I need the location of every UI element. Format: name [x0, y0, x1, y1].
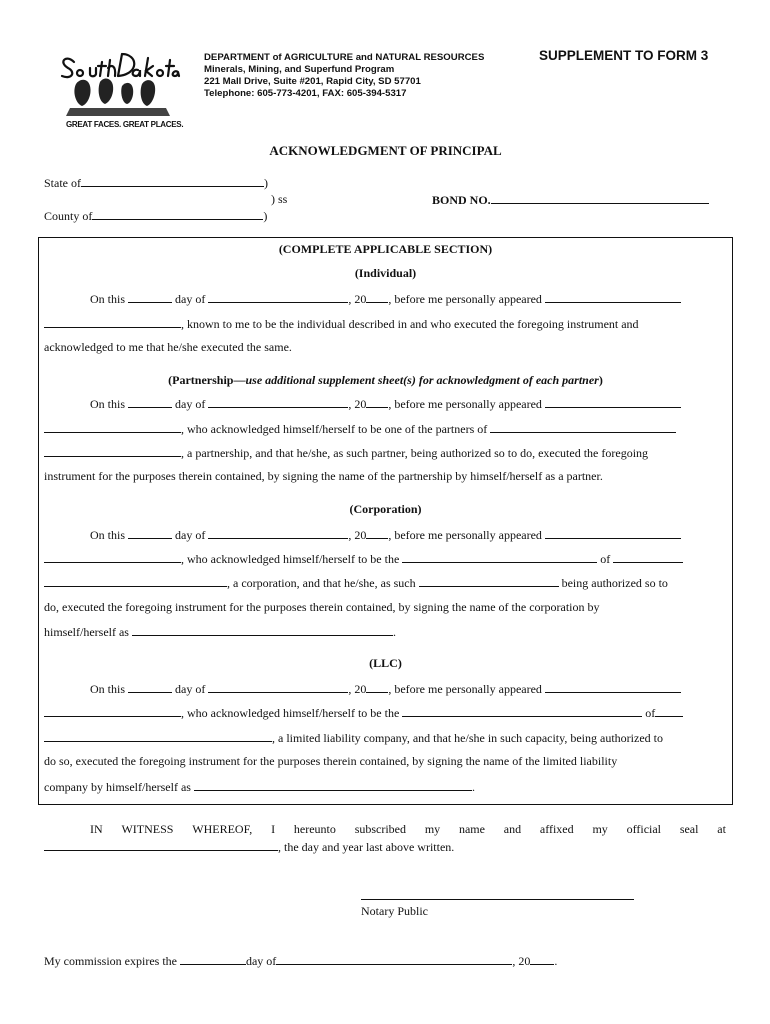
commission-day-field[interactable]	[180, 953, 246, 965]
partnership-name-field[interactable]	[545, 396, 681, 408]
individual-heading: (Individual)	[354, 266, 417, 280]
witness-place-field[interactable]	[44, 839, 278, 851]
paren: )	[264, 176, 268, 190]
commission-row: My commission expires the day of , 20 .	[44, 954, 558, 968]
llc-heading: (LLC)	[369, 656, 402, 670]
state-field[interactable]	[81, 175, 264, 187]
program-name: Minerals, Mining, and Superfund Program	[204, 64, 395, 75]
llc-person-field[interactable]	[44, 705, 181, 717]
state-row	[44, 175, 268, 191]
paren: )	[263, 209, 268, 223]
partnership-partners-field[interactable]	[490, 421, 676, 433]
corporation-line1: On this day of , 20 , before me personally appeared	[90, 527, 681, 543]
corporation-title-field[interactable]	[402, 551, 597, 563]
partnership-line1: On this day of , 20 , before me personally appeared	[90, 396, 681, 412]
supplement-label: SUPPLEMENT TO FORM 3	[539, 48, 709, 63]
llc-title-field[interactable]	[402, 705, 642, 717]
corporation-capacity-field[interactable]	[419, 575, 559, 587]
logo-tagline: GREAT FACES. GREAT PLACES.	[66, 120, 184, 129]
corporation-name-field[interactable]	[545, 527, 681, 539]
individual-line1: On this day of , 20 , before me personally appeared	[90, 291, 681, 307]
county-label: County of	[44, 209, 93, 223]
individual-name-field[interactable]	[545, 291, 681, 303]
commission-year-field[interactable]	[530, 953, 554, 965]
individual-month-field[interactable]	[208, 291, 348, 303]
witness-line2: , the day and year last above written.	[44, 839, 454, 855]
form-title: ACKNOWLEDGMENT OF PRINCIPAL	[269, 143, 502, 158]
llc-line1: On this day of , 20 , before me personally appeared	[90, 681, 681, 697]
partnership-line2: , who acknowledged himself/herself to be one of the partners of	[44, 421, 676, 437]
notary-label: Notary Public	[361, 904, 428, 918]
bond-row	[432, 192, 709, 208]
notary-signature-line[interactable]	[361, 899, 634, 900]
corporation-line2: , who acknowledged himself/herself to be the of	[44, 551, 683, 567]
south-dakota-logo	[56, 44, 184, 136]
individual-year-field[interactable]	[366, 291, 388, 303]
llc-signer-field[interactable]	[194, 779, 472, 791]
corporation-person-field[interactable]	[44, 551, 181, 563]
llc-line2: , who acknowledged himself/herself to be the of	[44, 705, 683, 721]
partnership-day-field[interactable]	[128, 396, 172, 408]
county-row	[44, 208, 267, 224]
corporation-company-field[interactable]	[44, 575, 227, 587]
llc-line4: do so, executed the foregoing instrument for the purposes therein contained, by signing the name of the limited liability	[44, 754, 618, 768]
bond-label: BOND NO.	[432, 193, 491, 207]
llc-month-field[interactable]	[208, 681, 348, 693]
llc-company-field[interactable]	[44, 730, 272, 742]
individual-name2-field[interactable]	[44, 316, 181, 328]
llc-of-field[interactable]	[655, 705, 683, 717]
llc-line3: , a limited liability company, and that he/she in such capacity, being authorized to	[44, 730, 663, 746]
llc-year-field[interactable]	[366, 681, 388, 693]
address: 221 Mall Drive, Suite #201, Rapid City, SD 57701	[204, 76, 421, 87]
partnership-person-field[interactable]	[44, 421, 181, 433]
corporation-year-field[interactable]	[366, 527, 388, 539]
corporation-signer-field[interactable]	[132, 624, 393, 636]
llc-day-field[interactable]	[128, 681, 172, 693]
ss-label: ) ss	[271, 192, 288, 206]
individual-line2: , known to me to be the individual described in and who executed the foregoing instrument and	[44, 316, 639, 332]
dept-name: DEPARTMENT of AGRICULTURE and NATURAL RESOURCES	[204, 52, 485, 63]
llc-name-field[interactable]	[545, 681, 681, 693]
witness-line1: IN WITNESS WHEREOF, I hereunto subscribed my name and affixed my official seal at	[90, 822, 726, 836]
individual-day-field[interactable]	[128, 291, 172, 303]
corporation-line5: himself/herself as .	[44, 625, 396, 639]
individual-line3: acknowledged to me that he/she executed the same.	[44, 340, 292, 354]
phone: Telephone: 605-773-4201, FAX: 605-394-5317	[204, 88, 407, 99]
county-field[interactable]	[92, 208, 263, 220]
state-label: State of	[44, 176, 81, 190]
partnership-heading: (Partnership—use additional supplement sheet(s) for acknowledgment of each partner)	[168, 373, 603, 387]
partnership-year-field[interactable]	[366, 396, 388, 408]
partnership-line3: , a partnership, and that he/she, as such partner, being authorized so to do, executed the foregoing	[44, 445, 648, 461]
box-heading: (COMPLETE APPLICABLE SECTION)	[278, 242, 493, 256]
llc-line5: company by himself/herself as .	[44, 780, 475, 794]
partnership-month-field[interactable]	[208, 396, 348, 408]
bond-field[interactable]	[491, 192, 709, 204]
corporation-line3: , a corporation, and that he/she, as such being authorized so to	[44, 575, 668, 591]
partnership-line4: instrument for the purposes therein contained, by signing the name of the partnership by himself/herself as a partner.	[44, 469, 603, 483]
corporation-line4: do, executed the foregoing instrument for the purposes therein contained, by signing the name of the corporation by	[44, 600, 600, 614]
corporation-heading: (Corporation)	[349, 502, 422, 516]
commission-month-field[interactable]	[276, 953, 512, 965]
corporation-day-field[interactable]	[128, 527, 172, 539]
corporation-month-field[interactable]	[208, 527, 348, 539]
corporation-of-field[interactable]	[613, 551, 683, 563]
partnership-firm-field[interactable]	[44, 445, 181, 457]
